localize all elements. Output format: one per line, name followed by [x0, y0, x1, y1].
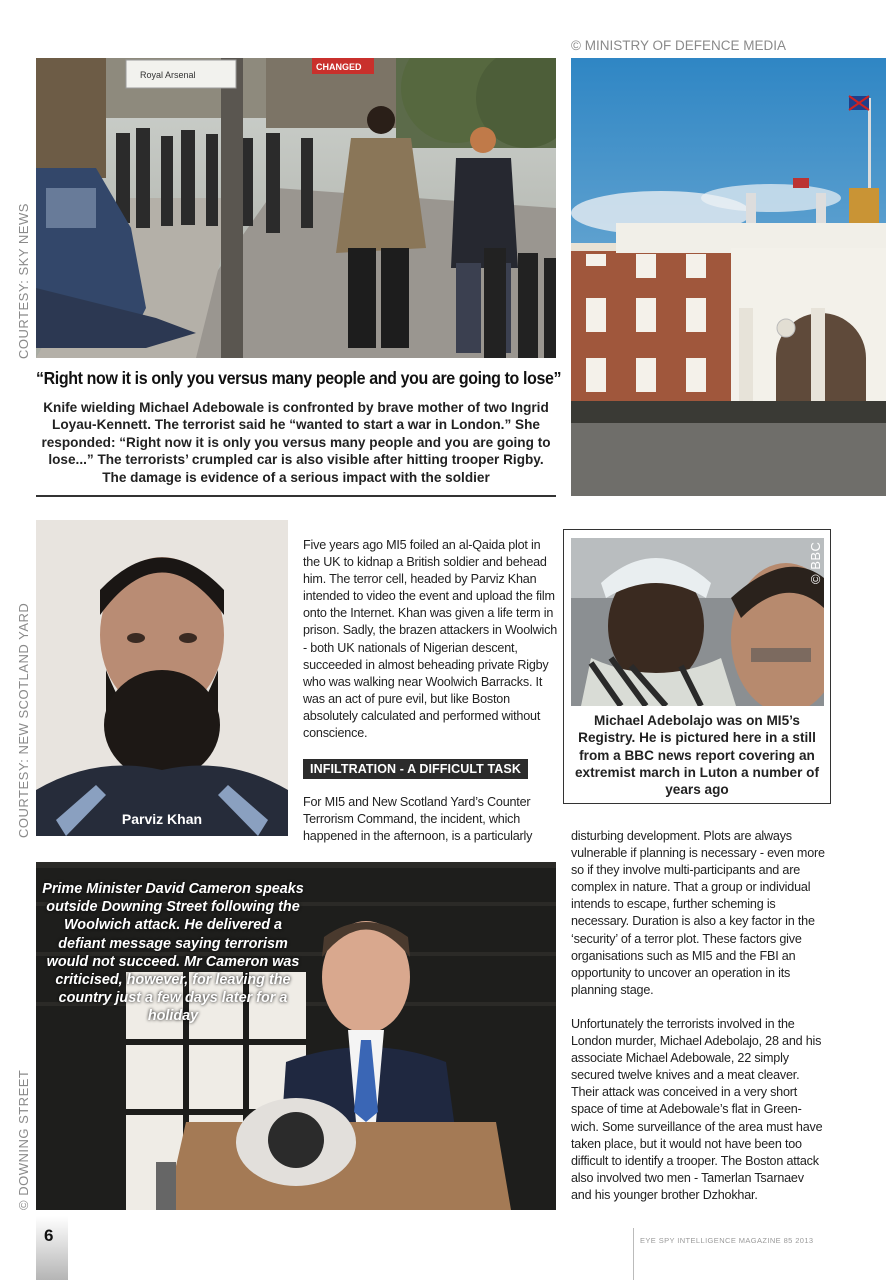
- article-paragraph-2: For MI5 and New Scotland Yard’s Counter Terrorism Command, the incident, which happened in the afternoon, is a particularly: [303, 795, 533, 844]
- parviz-khan-portrait: [36, 520, 288, 836]
- adebolajo-illustration: [571, 538, 824, 706]
- woolwich-barracks-photo: [571, 58, 886, 496]
- top-photo-caption: Knife wielding Michael Adebowale is confronted by brave mother of two Ingrid Loyau-Kennett. The terrorist said he “wanted to start a war in London.” She responded: “Right now it is only you versus many people and you are going to lose...” The terrorists’ crumpled car is also visible after hitting trooper Rigby. The damage is evidence of a serious impact with the soldier: [41, 400, 551, 485]
- section-subhead: INFILTRATION - A DIFFICULT TASK: [303, 759, 528, 779]
- street-sign-text: Royal Arsenal: [140, 70, 196, 80]
- adebolajo-photo: [571, 538, 824, 706]
- quote-headline: “Right now it is only you versus many people and you are going to lose”: [36, 368, 562, 388]
- caption-rule: [36, 495, 556, 497]
- changed-sign-text: CHANGED: [316, 62, 362, 72]
- credit-ministry-of-defence: © MINISTRY OF DEFENCE MEDIA: [571, 38, 786, 53]
- article-paragraph-3: disturbing development. Plots are always vulnerable if planning is necessary - even more so if they involve multi-participants and are complex in nature. That a group or individual intends to escape, further scheming is necessary. Duration is also a key factor in the ‘security’ of a terror plot. These factors give organisations such as MI5 and the FBI an opportunity to uncover an operation in its planning stage.: [571, 829, 825, 997]
- page-number: 6: [44, 1226, 54, 1245]
- footer-divider: [633, 1228, 634, 1280]
- parviz-khan-photo: [36, 520, 288, 836]
- street-scene-illustration: [36, 58, 556, 358]
- woolwich-street-photo: [36, 58, 556, 358]
- article-paragraph-1: Five years ago MI5 foiled an al-Qaida plot in the UK to kidnap a British soldier and behead him. The terror cell, headed by Parviz Khan intended to video the event and upload the film onto the Internet. Khan was given a life term in prison. Sadly, the brazen attackers in Woolwich - both UK nationals of Nigerian descent, succeeded in almost beheading private Rigby who was walking near Woolwich Barracks. It was an act of pure evil, but like Boston absolutely calculated and performed without conscience.: [303, 538, 558, 741]
- cameron-caption: Prime Minister David Cameron speaks outside Downing Street following the Woolwich attack. He delivered a defiant message saying terrorism would not succeed. Mr Cameron was criticised, however, for leaving the country just a few days later for a holiday: [42, 881, 304, 1025]
- credit-sky-news: COURTESY: SKY NEWS: [16, 203, 31, 359]
- credit-downing-street: © DOWNING STREET: [16, 1069, 31, 1210]
- cameron-downing-street-photo: [36, 862, 556, 1210]
- credit-new-scotland-yard: COURTESY: NEW SCOTLAND YARD: [16, 602, 31, 838]
- parviz-khan-label: Parviz Khan: [121, 811, 203, 827]
- adebolajo-caption: Michael Adebolajo was on MI5’s Registry. He is pictured here in a still from a BBC news report covering an extremist march in Luton a number of years ago: [575, 713, 819, 798]
- magazine-footer: EYE SPY INTELLIGENCE MAGAZINE 85 2013: [640, 1236, 814, 1245]
- article-paragraph-4: Unfortunately the terrorists involved in the London murder, Michael Adebolajo, 28 and his associate Michael Adebowale, 22 simply secured twelve knives and a meat cleaver. Their attack was conceived in a very short space of time at Adebowale’s flat in Green-wich. Some surveillance of the area must have taken place, but it would not have been too difficult to identify a trooper. The Boston attack also involved two men - Tamerlan Tsarnaev and his younger brother Dzhokhar.: [571, 1017, 823, 1202]
- credit-bbc: © BBC: [808, 541, 823, 584]
- barracks-illustration: [571, 58, 886, 496]
